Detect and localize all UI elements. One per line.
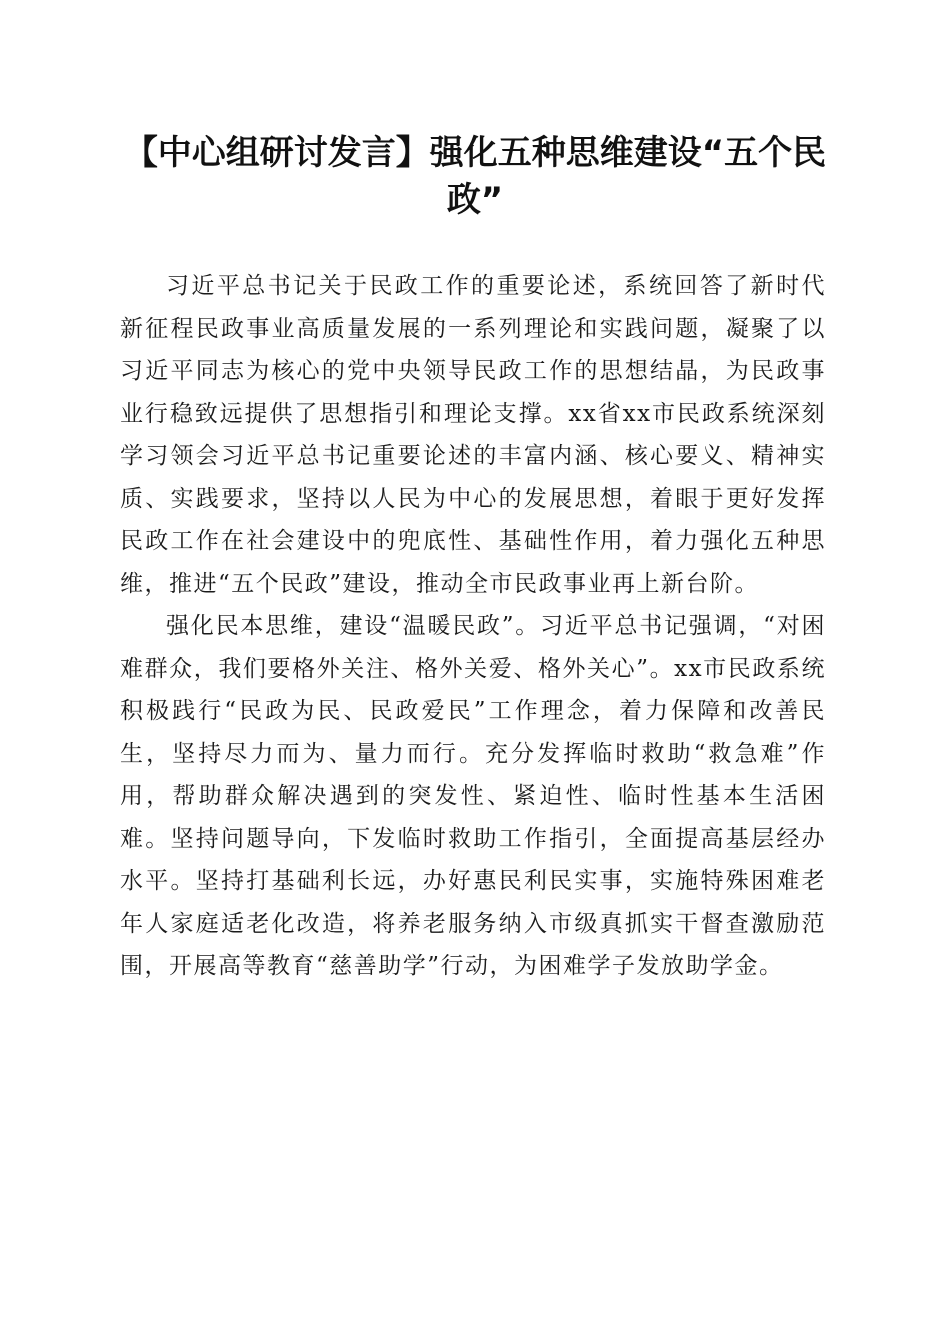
paragraph-warm-civil-affairs: 强化民本思维，建设“温暖民政”。习近平总书记强调，“对困难群众，我们要格外关注、格外关爱、格外关心”。xx市民政系统积极践行“民政为民、民政爱民”工作理念，着力保障和改善民生，坚持尽力而为、量力而行。充分发挥临时救助“救急难”作用，帮助群众解决遇到的突发性、紧迫性、临时性基本生活困难。坚持问题导向，下发临时救助工作指引，全面提高基层经办水平。坚持打基础利长远，办好惠民利民实事，实施特殊困难老年人家庭适老化改造，将养老服务纳入市级真抓实干督查激励范围，开展高等教育“慈善助学”行动，为困难学子发放助学金。 — [120, 613, 826, 979]
document-title: 【中心组研讨发言】强化五种思维建设“五个民政” — [123, 133, 827, 220]
paragraph-intro: 习近平总书记关于民政工作的重要论述，系统回答了新时代新征程民政事业高质量发展的一系列理论和实践问题，凝聚了以习近平同志为核心的党中央领导民政工作的思想结晶，为民政事业行稳致远提供了思想指引和理论支撑。xx省xx市民政系统深刻学习领会习近平总书记重要论述的丰富内涵、核心要义、精神实质、实践要求，坚持以人民为中心的发展思想，着眼于更好发挥民政工作在社会建设中的兜底性、基础性作用，着力强化五种思维，推进“五个民政”建设，推动全市民政事业再上新台阶。 — [120, 273, 826, 597]
document-body — [120, 265, 826, 988]
